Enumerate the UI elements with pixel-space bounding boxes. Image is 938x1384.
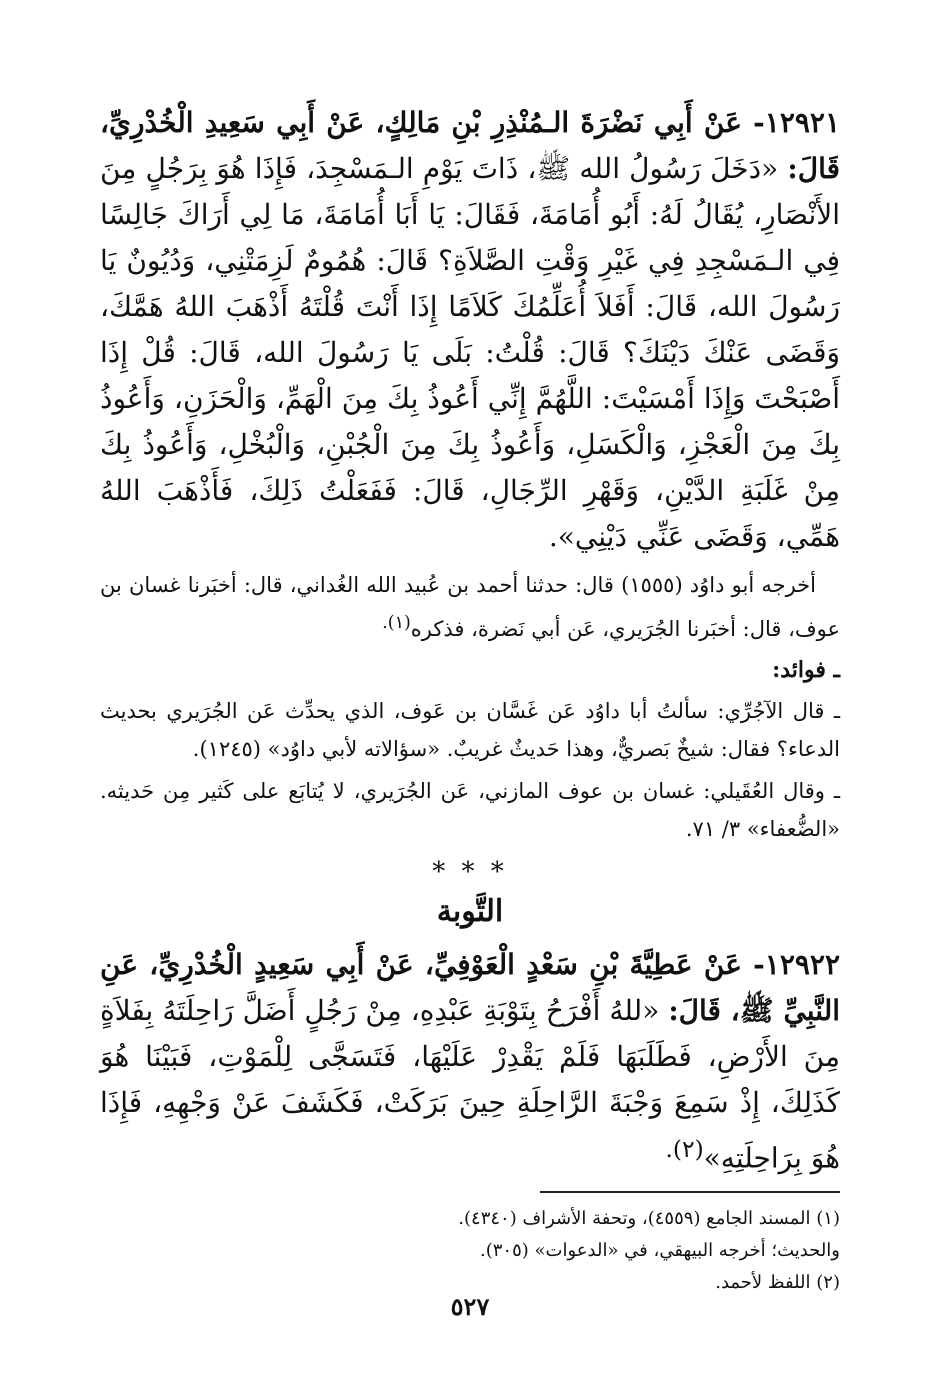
hadith-12922-opening: ١٢٩٢٢- عَنْ عَطِيَّةَ بْنِ سَعْدٍ الْعَوْفِيِّ، عَنْ أَبِي سَعِيدٍ الْخُدْرِيِّ، عَنِ النَّبِيِّ ﷺ، قَالَ: (100, 948, 841, 1027)
footnote-ref-1: (١). (382, 613, 411, 633)
fawaid-note-2: ـ وقال العُقَيلي: غسان بن عوف المازني، عَن الجُرَيري، لا يُتابَع على كَثير مِن حَديثه. «الضُّعفاء» ٣/ ٧١. (100, 779, 840, 841)
footnote-2: (٢) اللفظ لأحمد. (715, 1272, 840, 1294)
footnote-1: (١) المسند الجامع (٤٥٥٩)، وتحفة الأشراف (٤٣٤٠). (458, 1208, 840, 1230)
section-separator: * * * (432, 857, 508, 887)
hadith-12921 (100, 100, 840, 560)
hadith-12921-text: «دَخَلَ رَسُولُ الله ﷺ، ذَاتَ يَوْمِ الـمَسْجِدَ، فَإِذَا هُوَ بِرَجُلٍ مِنَ الأَنْصَارِ، يُقَالُ لَهُ: أَبُو أُمَامَةَ، فَقَالَ: يَا أَبَا أُمَامَةَ، مَا لِي أَرَاكَ جَالِسًا فِي الـمَسْجِدِ فِي غَيْرِ وَقْتِ الصَّلاَةِ؟ قَالَ: هُمُومٌ لَزِمَتْنِي، وَدُيُونٌ يَا رَسُولَ الله، قَالَ: أَفَلاَ أُعَلِّمُكَ كَلاَمًا إِذَا أَنْتَ قُلْتَهُ أَذْهَبَ اللهُ هَمَّكَ، وَقَضَى عَنْكَ دَيْنَكَ؟ قَالَ: قُلْتُ: بَلَى يَا رَسُولَ الله، قَالَ: قُلْ إِذَا أَصْبَحْتَ وَإِذَا أَمْسَيْتَ: اللَّهُمَّ إِنِّي أَعُوذُ بِكَ مِنَ الْهَمِّ، وَالْحَزَنِ، وَأَعُوذُ بِكَ مِنَ الْعَجْزِ، وَالْكَسَلِ، وَأَعُوذُ بِكَ مِنَ الْجُبْنِ، وَالْبُخْلِ، وَأَعُوذُ بِكَ مِنْ غَلَبَةِ الدَّيْنِ، وَقَهْرِ الرِّجَالِ، قَالَ: فَفَعَلْتُ ذَلِكَ، فَأَذْهَبَ اللهُ هَمِّي، وَقَضَى عَنِّي دَيْنِي». (100, 152, 840, 553)
section-title: التَّوبة (436, 894, 504, 929)
hadith-12922-text: «للهُ أَفْرَحُ بِتَوْبَةِ عَبْدِهِ، مِنْ رَجُلٍ أَضَلَّ رَاحِلَتَهُ بِفَلاَةٍ مِنَ الأَرْضِ، فَطَلَبَهَا فَلَمْ يَقْدِرْ عَلَيْهَا، فَتَسَجَّى لِلْمَوْتِ، فَبَيْنَا هُوَ كَذَلِكَ، إِذْ سَمِعَ وَجْبَةَ الرَّاحِلَةِ حِينَ بَرَكَتْ، فَكَشَفَ عَنْ وَجْهِهِ، فَإِذَا هُوَ بِرَاحِلَتِهِ» (100, 994, 840, 1175)
hadith-12921-opening: ١٢٩٢١- عَنْ أَبِي نَضْرَةَ الـمُنْذِرِ بْنِ مَالِكٍ، عَنْ أَبِي سَعِيدِ الْخُدْرِيِّ، قَالَ: (100, 106, 840, 185)
footnote-divider (540, 1191, 840, 1193)
hadith-12921-takhrij (100, 566, 840, 648)
takhrij-text: أخرجه أبو داوُد (١٥٥٥) قال: حدثنا أحمد بن عُبيد الله الغُداني، قال: أخبَرنا غسان بن عوف، قال: أخبَرنا الجُرَيري، عَن أبي نَضرة، فذكره (100, 573, 840, 641)
fawaid-note-1: ـ قال الآجُرِّي: سألتُ أبا داوُد عَن غَسَّان بن عَوف، الذي يحدِّث عَن الجُرَيري بحديث الدعاء؟ فقال: شيخٌ بَصريٌّ، وهذا حَديثٌ غريبٌ. «سؤالاته لأبي داوُد» (١٢٤٥). (100, 699, 840, 761)
footnote-1-continued: والحديث؛ أخرجه البيهقي، في «الدعوات» (٣٠٥). (480, 1240, 840, 1262)
footnote-ref-2: (٢). (665, 1135, 704, 1163)
fawaid-title: ـ فوائد: (772, 657, 840, 683)
page-number: ٥٢٧ (450, 1292, 490, 1321)
hadith-12922 (100, 942, 840, 1181)
book-page (100, 100, 840, 1340)
